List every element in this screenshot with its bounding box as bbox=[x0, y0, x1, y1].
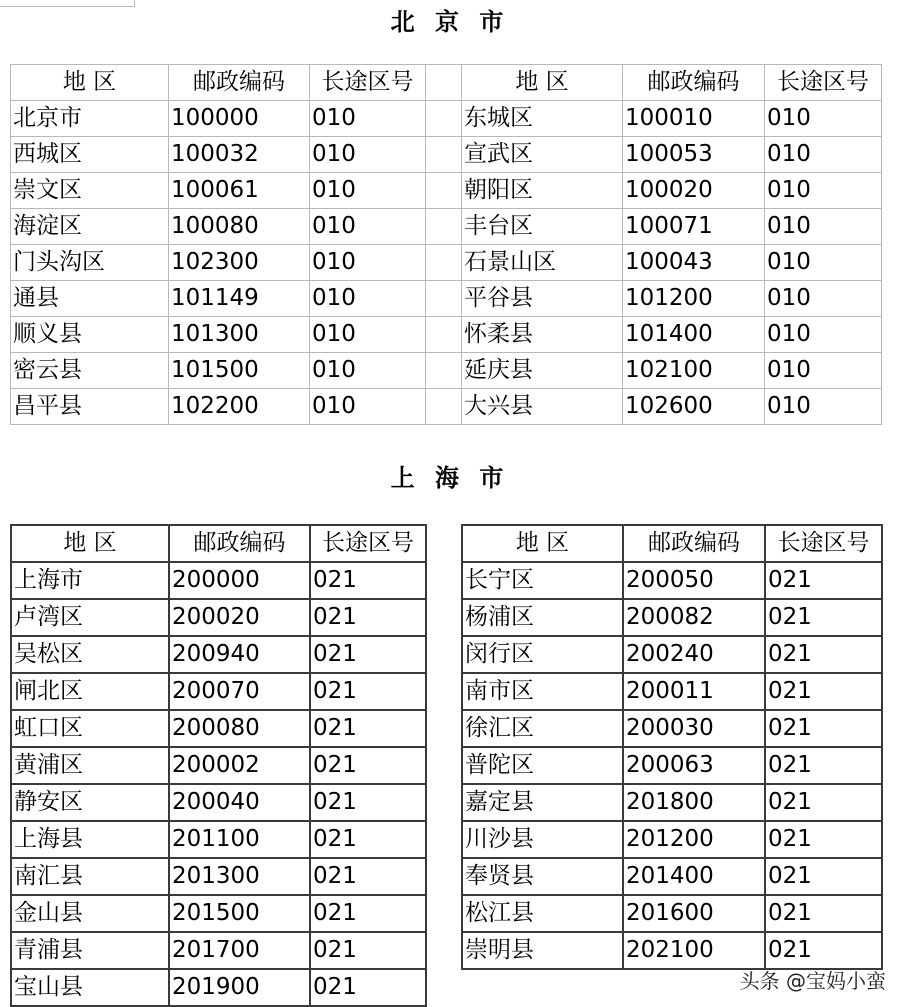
shanghai-table bbox=[10, 524, 883, 1007]
spacer-cell bbox=[426, 525, 462, 562]
table-row bbox=[11, 821, 882, 858]
spacer-cell bbox=[426, 821, 462, 858]
region-cell: 海淀区 bbox=[11, 209, 169, 245]
postal-code-cell: 201300 bbox=[169, 858, 310, 895]
table-row bbox=[11, 932, 882, 969]
area-code-cell: 010 bbox=[310, 389, 426, 425]
area-code-cell: 010 bbox=[765, 137, 882, 173]
region-cell: 杨浦区 bbox=[462, 599, 623, 636]
postal-code-cell: 200020 bbox=[169, 599, 310, 636]
region-cell: 西城区 bbox=[11, 137, 169, 173]
area-code-cell: 021 bbox=[765, 784, 882, 821]
beijing-table bbox=[10, 64, 882, 425]
header-row bbox=[11, 65, 882, 101]
column-header: 邮政编码 bbox=[623, 525, 765, 562]
area-code-cell: 010 bbox=[765, 389, 882, 425]
table-row bbox=[11, 173, 882, 209]
region-cell: 静安区 bbox=[11, 784, 169, 821]
region-cell: 普陀区 bbox=[462, 747, 623, 784]
area-code-cell: 010 bbox=[310, 281, 426, 317]
area-code-cell: 010 bbox=[310, 317, 426, 353]
postal-code-cell: 200030 bbox=[623, 710, 765, 747]
postal-code-cell: 100010 bbox=[623, 101, 765, 137]
postal-code-cell: 102300 bbox=[169, 245, 310, 281]
region-cell: 黄浦区 bbox=[11, 747, 169, 784]
area-code-cell: 021 bbox=[310, 673, 426, 710]
spacer-cell bbox=[426, 245, 462, 281]
postal-code-cell: 200240 bbox=[623, 636, 765, 673]
postal-code-cell: 101500 bbox=[169, 353, 310, 389]
region-cell: 延庆县 bbox=[462, 353, 623, 389]
region-cell: 朝阳区 bbox=[462, 173, 623, 209]
beijing-title: 北 京 市 bbox=[390, 7, 510, 36]
spacer-cell bbox=[426, 389, 462, 425]
table-row bbox=[11, 562, 882, 599]
spacer-cell bbox=[426, 710, 462, 747]
region-cell: 青浦县 bbox=[11, 932, 169, 969]
area-code-cell: 010 bbox=[765, 209, 882, 245]
region-cell: 怀柔县 bbox=[462, 317, 623, 353]
postal-code-cell: 201500 bbox=[169, 895, 310, 932]
region-cell: 昌平县 bbox=[11, 389, 169, 425]
column-header: 地 区 bbox=[462, 65, 623, 101]
region-cell: 奉贤县 bbox=[462, 858, 623, 895]
spacer-cell bbox=[426, 317, 462, 353]
area-code-cell: 021 bbox=[310, 599, 426, 636]
spacer-cell bbox=[426, 636, 462, 673]
region-cell: 通县 bbox=[11, 281, 169, 317]
area-code-cell: 010 bbox=[765, 173, 882, 209]
postal-code-cell: 100061 bbox=[169, 173, 310, 209]
region-cell: 川沙县 bbox=[462, 821, 623, 858]
table-row bbox=[11, 389, 882, 425]
postal-code-cell: 102200 bbox=[169, 389, 310, 425]
postal-code-cell: 100053 bbox=[623, 137, 765, 173]
region-cell bbox=[462, 969, 623, 1006]
area-code-cell: 021 bbox=[310, 821, 426, 858]
region-cell: 松江县 bbox=[462, 895, 623, 932]
shanghai-title: 上 海 市 bbox=[390, 463, 510, 492]
postal-code-cell: 201700 bbox=[169, 932, 310, 969]
table-row bbox=[11, 137, 882, 173]
table-row bbox=[11, 281, 882, 317]
postal-code-cell: 100000 bbox=[169, 101, 310, 137]
postal-code-cell: 101149 bbox=[169, 281, 310, 317]
area-code-cell: 010 bbox=[765, 281, 882, 317]
table-row bbox=[11, 673, 882, 710]
postal-code-cell: 101200 bbox=[623, 281, 765, 317]
area-code-cell: 021 bbox=[765, 710, 882, 747]
region-cell: 上海县 bbox=[11, 821, 169, 858]
postal-code-cell: 200040 bbox=[169, 784, 310, 821]
area-code-cell: 021 bbox=[310, 636, 426, 673]
column-header: 邮政编码 bbox=[623, 65, 765, 101]
spacer-cell bbox=[426, 969, 462, 1006]
spacer-cell bbox=[426, 281, 462, 317]
area-code-cell: 021 bbox=[765, 747, 882, 784]
area-code-cell: 021 bbox=[765, 932, 882, 969]
area-code-cell: 021 bbox=[765, 858, 882, 895]
column-header: 长途区号 bbox=[310, 525, 426, 562]
region-cell: 平谷县 bbox=[462, 281, 623, 317]
area-code-cell: 010 bbox=[765, 245, 882, 281]
region-cell: 金山县 bbox=[11, 895, 169, 932]
spacer-cell bbox=[426, 137, 462, 173]
postal-code-cell: 201800 bbox=[623, 784, 765, 821]
area-code-cell: 021 bbox=[765, 562, 882, 599]
region-cell: 门头沟区 bbox=[11, 245, 169, 281]
area-code-cell: 021 bbox=[765, 599, 882, 636]
header-row bbox=[11, 525, 882, 562]
region-cell: 顺义县 bbox=[11, 317, 169, 353]
postal-code-cell: 102100 bbox=[623, 353, 765, 389]
region-cell: 大兴县 bbox=[462, 389, 623, 425]
column-header: 邮政编码 bbox=[169, 525, 310, 562]
postal-code-cell: 100020 bbox=[623, 173, 765, 209]
spacer-cell bbox=[426, 858, 462, 895]
postal-code-cell: 200070 bbox=[169, 673, 310, 710]
postal-code-cell: 202100 bbox=[623, 932, 765, 969]
postal-code-cell: 200940 bbox=[169, 636, 310, 673]
table-row bbox=[11, 858, 882, 895]
area-code-cell: 010 bbox=[310, 137, 426, 173]
region-cell: 密云县 bbox=[11, 353, 169, 389]
postal-code-cell: 101400 bbox=[623, 317, 765, 353]
region-cell: 石景山区 bbox=[462, 245, 623, 281]
area-code-cell: 021 bbox=[310, 747, 426, 784]
table-row bbox=[11, 209, 882, 245]
region-cell: 吴松区 bbox=[11, 636, 169, 673]
region-cell: 南汇县 bbox=[11, 858, 169, 895]
region-cell: 上海市 bbox=[11, 562, 169, 599]
postal-code-cell: 200011 bbox=[623, 673, 765, 710]
area-code-cell: 021 bbox=[310, 784, 426, 821]
column-header: 地 区 bbox=[11, 65, 169, 101]
area-code-cell: 010 bbox=[310, 173, 426, 209]
area-code-cell: 021 bbox=[765, 895, 882, 932]
area-code-cell: 021 bbox=[765, 821, 882, 858]
postal-code-cell: 200080 bbox=[169, 710, 310, 747]
column-header: 长途区号 bbox=[310, 65, 426, 101]
area-code-cell: 021 bbox=[310, 932, 426, 969]
postal-code-cell: 200000 bbox=[169, 562, 310, 599]
spacer-cell bbox=[426, 747, 462, 784]
area-code-cell: 010 bbox=[310, 101, 426, 137]
postal-code-cell: 201400 bbox=[623, 858, 765, 895]
postal-code-cell: 100043 bbox=[623, 245, 765, 281]
region-cell: 闵行区 bbox=[462, 636, 623, 673]
table-row bbox=[11, 747, 882, 784]
postal-code-cell: 201100 bbox=[169, 821, 310, 858]
spacer-cell bbox=[426, 673, 462, 710]
region-cell: 虹口区 bbox=[11, 710, 169, 747]
postal-code-cell: 100071 bbox=[623, 209, 765, 245]
spacer-cell bbox=[426, 895, 462, 932]
table-row bbox=[11, 101, 882, 137]
table-row bbox=[11, 245, 882, 281]
region-cell: 卢湾区 bbox=[11, 599, 169, 636]
spacer-cell bbox=[426, 932, 462, 969]
spacer-cell bbox=[426, 562, 462, 599]
area-code-cell: 010 bbox=[310, 245, 426, 281]
table-row bbox=[11, 710, 882, 747]
table-row bbox=[11, 599, 882, 636]
region-cell: 东城区 bbox=[462, 101, 623, 137]
region-cell: 长宁区 bbox=[462, 562, 623, 599]
area-code-cell: 010 bbox=[765, 101, 882, 137]
spacer-cell bbox=[426, 101, 462, 137]
region-cell: 徐汇区 bbox=[462, 710, 623, 747]
table-row bbox=[11, 353, 882, 389]
spacer-cell bbox=[426, 353, 462, 389]
table-row bbox=[11, 895, 882, 932]
area-code-cell: 021 bbox=[310, 562, 426, 599]
region-cell: 闸北区 bbox=[11, 673, 169, 710]
area-code-cell: 021 bbox=[765, 636, 882, 673]
postal-code-cell: 201900 bbox=[169, 969, 310, 1006]
area-code-cell: 010 bbox=[310, 353, 426, 389]
area-code-cell: 010 bbox=[765, 353, 882, 389]
spacer-cell bbox=[426, 173, 462, 209]
watermark: 头条 @宝妈小蛮 bbox=[739, 969, 886, 993]
postal-code-cell: 200002 bbox=[169, 747, 310, 784]
postal-code-cell: 200082 bbox=[623, 599, 765, 636]
postal-code-cell: 101300 bbox=[169, 317, 310, 353]
area-code-cell: 021 bbox=[310, 710, 426, 747]
column-header: 长途区号 bbox=[765, 525, 882, 562]
postal-code-cell: 201200 bbox=[623, 821, 765, 858]
region-cell: 南市区 bbox=[462, 673, 623, 710]
area-code-cell: 021 bbox=[310, 858, 426, 895]
region-cell: 宣武区 bbox=[462, 137, 623, 173]
spacer-cell bbox=[426, 599, 462, 636]
spacer-cell bbox=[426, 65, 462, 101]
postal-code-cell: 100080 bbox=[169, 209, 310, 245]
spacer-cell bbox=[426, 209, 462, 245]
region-cell: 北京市 bbox=[11, 101, 169, 137]
area-code-cell: 021 bbox=[310, 969, 426, 1006]
postal-code-cell: 201600 bbox=[623, 895, 765, 932]
region-cell: 崇明县 bbox=[462, 932, 623, 969]
area-code-cell: 021 bbox=[765, 673, 882, 710]
region-cell: 嘉定县 bbox=[462, 784, 623, 821]
area-code-cell: 010 bbox=[310, 209, 426, 245]
column-header: 邮政编码 bbox=[169, 65, 310, 101]
column-header: 长途区号 bbox=[765, 65, 882, 101]
table-row bbox=[11, 784, 882, 821]
region-cell: 丰台区 bbox=[462, 209, 623, 245]
postal-code-cell: 100032 bbox=[169, 137, 310, 173]
postal-code-cell: 200050 bbox=[623, 562, 765, 599]
area-code-cell: 010 bbox=[765, 317, 882, 353]
region-cell: 崇文区 bbox=[11, 173, 169, 209]
region-cell: 宝山县 bbox=[11, 969, 169, 1006]
table-row bbox=[11, 317, 882, 353]
area-code-cell: 021 bbox=[310, 895, 426, 932]
column-header: 地 区 bbox=[462, 525, 623, 562]
postal-code-cell: 200063 bbox=[623, 747, 765, 784]
postal-code-cell: 102600 bbox=[623, 389, 765, 425]
spacer-cell bbox=[426, 784, 462, 821]
table-row bbox=[11, 636, 882, 673]
column-header: 地 区 bbox=[11, 525, 169, 562]
